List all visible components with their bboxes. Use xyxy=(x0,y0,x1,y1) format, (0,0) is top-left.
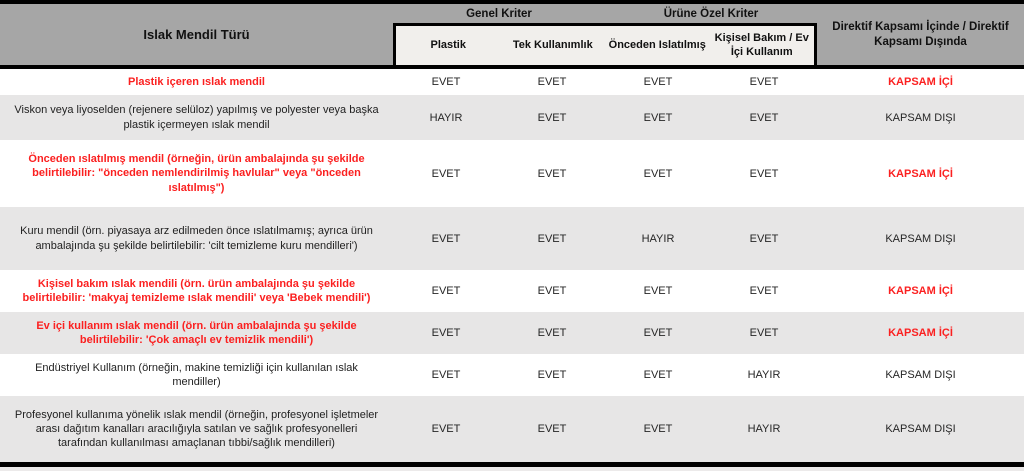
plastik-value-cell: EVET xyxy=(431,232,461,245)
wipe-type-cell: Ev içi kullanım ıslak mendil (örn. ürün ambalajında şu şekilde belirtilebilir: 'Çok amaçlı ev temizlik mendili') xyxy=(36,319,357,346)
kisisel-bakim-value-cell: EVET xyxy=(749,76,779,88)
table-row xyxy=(0,69,1024,95)
header-subcriteria-box xyxy=(393,23,817,65)
table-row xyxy=(0,354,1024,396)
header-group-genel-kriter: Genel Kriter xyxy=(466,7,532,20)
header-wipe-type: Islak Mendil Türü xyxy=(143,27,250,42)
wipe-type-cell: Önceden ıslatılmış mendil (örneğin, ürün ambalajında şu şekilde belirtilebilir: "önceden nemlendirilmiş havlular" veya "önceden ıslatılmış") xyxy=(28,153,365,194)
onceden-islatilmis-value-cell: EVET xyxy=(643,423,673,435)
scope-value-cell: KAPSAM İÇİ xyxy=(888,327,953,339)
header-criteria-block xyxy=(393,4,817,65)
tek-kullanimlik-value-cell: EVET xyxy=(537,232,567,245)
table-row xyxy=(0,140,1024,207)
scope-value-cell: KAPSAM İÇİ xyxy=(888,285,953,297)
scope-value-cell: KAPSAM DIŞI xyxy=(885,111,956,124)
header-directive-scope: Direktif Kapsamı İçinde / Direktif Kapsamı Dışında xyxy=(832,20,1009,48)
header-group-row xyxy=(393,4,817,23)
kisisel-bakim-value-cell: EVET xyxy=(749,327,779,339)
onceden-islatilmis-value-cell: EVET xyxy=(643,111,673,124)
tek-kullanimlik-value-cell: EVET xyxy=(537,111,567,124)
wipe-type-cell: Viskon veya liyoselden (rejenere selüloz) yapılmış ve polyester veya başka plastik içermeyen ıslak mendil xyxy=(14,104,379,131)
tek-kullanimlik-value-cell: EVET xyxy=(537,167,567,180)
header-tek-kullanimlik: Tek Kullanımlık xyxy=(512,38,593,51)
plastik-value-cell: EVET xyxy=(431,285,461,297)
kisisel-bakim-value-cell: HAYIR xyxy=(747,423,781,435)
table-row xyxy=(0,270,1024,312)
wipe-type-cell: Plastik içeren ıslak mendil xyxy=(128,75,265,88)
plastik-value-cell: EVET xyxy=(431,76,461,88)
kisisel-bakim-value-cell: HAYIR xyxy=(747,369,781,381)
onceden-islatilmis-value-cell: EVET xyxy=(643,327,673,339)
onceden-islatilmis-value-cell: EVET xyxy=(643,369,673,381)
tek-kullanimlik-value-cell: EVET xyxy=(537,76,567,88)
plastik-value-cell: EVET xyxy=(431,327,461,339)
scope-value-cell: KAPSAM DIŞI xyxy=(885,232,956,245)
tek-kullanimlik-value-cell: EVET xyxy=(537,369,567,381)
onceden-islatilmis-value-cell: EVET xyxy=(643,76,673,88)
wipe-type-cell: Kuru mendil (örn. piyasaya arz edilmeden önce ıslatılmamış; ayrıca ürün ambalajında şu şekilde belirtilebilir: 'cilt temizleme kuru mendilleri') xyxy=(20,225,373,252)
wipe-type-cell: Profesyonel kullanıma yönelik ıslak mendil (örneğin, profesyonel işletmeler arası dağıtım kanalları aracılığıyla satılan ve sağlık profesyonelleri tarafından kullanılması amaçlanan tıbbi/sağlık mendilleri) xyxy=(14,408,379,450)
table-row xyxy=(0,396,1024,462)
scope-value-cell: KAPSAM DIŞI xyxy=(885,423,956,435)
plastik-value-cell: HAYIR xyxy=(429,111,463,124)
wipe-type-cell: Kişisel bakım ıslak mendili (örn. ürün ambalajında şu şekilde belirtilebilir: 'makyaj temizleme ıslak mendili' veya 'Bebek mendili') xyxy=(22,277,371,304)
header-group-urune-ozel-kriter: Ürüne Özel Kriter xyxy=(663,7,759,20)
onceden-islatilmis-value-cell: EVET xyxy=(643,285,673,297)
scope-value-cell: KAPSAM İÇİ xyxy=(888,76,953,88)
wipe-type-cell: Endüstriyel Kullanım (örneğin, makine temizliği için kullanılan ıslak mendiller) xyxy=(35,361,358,388)
table-row xyxy=(0,95,1024,140)
kisisel-bakim-value-cell: EVET xyxy=(749,167,779,180)
tek-kullanimlik-value-cell: EVET xyxy=(537,327,567,339)
onceden-islatilmis-value-cell: HAYIR xyxy=(641,232,675,245)
kisisel-bakim-value-cell: EVET xyxy=(749,111,779,124)
plastik-value-cell: EVET xyxy=(431,423,461,435)
tek-kullanimlik-value-cell: EVET xyxy=(537,285,567,297)
kisisel-bakim-value-cell: EVET xyxy=(749,285,779,297)
header-onceden-islatilmis: Önceden Islatılmış xyxy=(608,38,706,51)
onceden-islatilmis-value-cell: EVET xyxy=(643,167,673,180)
kisisel-bakim-value-cell: EVET xyxy=(749,232,779,245)
header-kisisel-bakim-ev-ici: Kişisel Bakım / Ev İçi Kullanım xyxy=(714,32,809,58)
table-header xyxy=(0,0,1024,69)
plastik-value-cell: EVET xyxy=(431,369,461,381)
scope-value-cell: KAPSAM DIŞI xyxy=(885,369,956,381)
table-row xyxy=(0,312,1024,354)
bottom-strip xyxy=(0,467,1024,471)
plastik-value-cell: EVET xyxy=(431,167,461,180)
table-row xyxy=(0,207,1024,270)
header-plastik: Plastik xyxy=(430,38,466,51)
tek-kullanimlik-value-cell: EVET xyxy=(537,423,567,435)
scope-value-cell: KAPSAM İÇİ xyxy=(888,167,953,180)
